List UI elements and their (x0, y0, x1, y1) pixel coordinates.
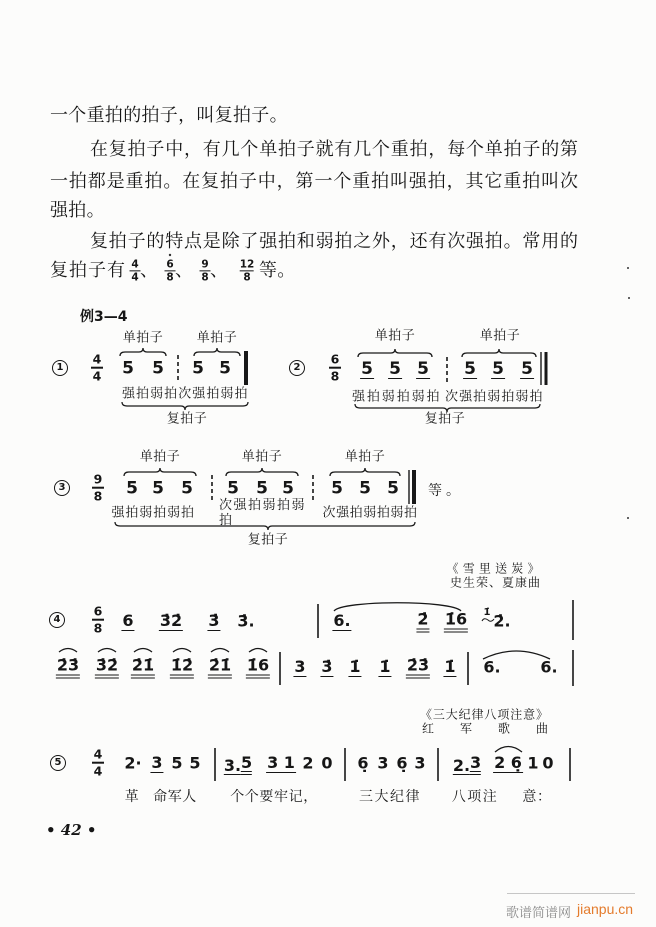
note: 1̇ (349, 657, 361, 676)
note: 2. (452, 756, 471, 775)
separator: 、 (175, 260, 194, 281)
separator: 、 (140, 260, 159, 281)
compound-meter-label: 复拍子 (247, 532, 289, 548)
song-title: 《三大纪律八项注意》 (420, 707, 548, 722)
note: 5 (192, 358, 204, 379)
beat-labels: 次强拍弱拍弱拍 (322, 505, 418, 521)
note: 1̇ (379, 657, 391, 676)
example-number-circle (52, 360, 68, 376)
top-brace (194, 348, 240, 356)
note: 3̇ (321, 657, 333, 676)
meter-numerator: 6 (330, 351, 340, 367)
time-signature (329, 351, 341, 384)
note: 5 (126, 478, 138, 499)
example-label: 例3—4 (80, 309, 128, 325)
beat-labels: 强拍弱拍次强拍弱拍 (122, 386, 248, 402)
note: 5 (389, 359, 401, 379)
time-signature (91, 351, 103, 384)
note: 5 (521, 359, 533, 379)
song-title: 《雪里送炭》 (446, 561, 540, 576)
note: 2̇3̇ (56, 658, 80, 679)
note: 2̇ (416, 612, 429, 633)
meter-numerator: 9 (93, 471, 103, 487)
scan-speck (627, 517, 629, 519)
note: 3 (470, 755, 481, 775)
note: 2 6̣ (494, 753, 522, 772)
line6-prefix: 复拍子有 (50, 260, 126, 281)
note: 2̇. (493, 611, 511, 631)
scan-speck (628, 297, 630, 299)
note: 6̣ (357, 753, 369, 773)
slur (173, 649, 191, 653)
top-brace (120, 348, 166, 356)
note: 5 (282, 478, 294, 499)
note: 5 (387, 478, 399, 499)
meter-denominator: 4 (93, 763, 103, 779)
lyric: 意： (522, 789, 552, 805)
slur (211, 649, 229, 653)
note: 5 (256, 478, 268, 499)
fraction-numerator: 4 (131, 258, 139, 271)
watermark-divider (507, 893, 635, 894)
compound-meter-label: 复拍子 (166, 411, 208, 427)
note: 5 (361, 359, 373, 379)
meter-fraction-4-4 (130, 259, 141, 282)
time-signature (92, 746, 104, 779)
lyric: 八项注 (451, 789, 499, 805)
example-number-circle (54, 480, 70, 496)
note: 3 (294, 657, 306, 676)
example-number: 4 (53, 614, 61, 625)
lyric: 个个要牢记， (230, 789, 318, 805)
fraction-denominator: 8 (243, 271, 251, 284)
note: 5 (359, 478, 371, 499)
fraction-denominator: 8 (166, 271, 174, 284)
note: 5 (241, 755, 252, 775)
meter-denominator: 4 (92, 368, 102, 384)
slur (495, 747, 522, 753)
note: 3. (223, 756, 242, 775)
slur (134, 649, 152, 653)
example-number-circle (289, 360, 305, 376)
example-number: 3 (58, 482, 66, 493)
note: 0 (321, 753, 333, 773)
separator: 、 (210, 260, 229, 281)
song-composer: 红军歌曲 (422, 721, 548, 736)
meter-denominator: 8 (93, 488, 103, 504)
note: 2· (124, 753, 142, 773)
meter-fraction-9-8 (200, 259, 211, 282)
single-meter-label: 单拍子 (196, 330, 238, 346)
note: 5 (189, 753, 201, 773)
note: 3 (377, 753, 389, 773)
single-meter-label: 单拍子 (374, 328, 416, 344)
fraction-numerator: 6 (166, 258, 174, 271)
note: 1̇2̇ (170, 658, 194, 679)
beat-labels: 强拍弱拍弱拍 (352, 389, 440, 405)
single-meter-label: 单拍子 (241, 449, 283, 465)
note: 3 (151, 753, 163, 772)
note: 3 1 (267, 753, 295, 772)
time-signature (92, 471, 104, 504)
single-meter-label: 单拍子 (139, 449, 181, 465)
note: 3̇. (237, 611, 255, 631)
note: 6. (333, 611, 351, 630)
watermark-site-name: 歌谱简谱网 (506, 906, 572, 921)
paragraph-line-5: 复拍子的特点是除了强拍和弱拍之外，还有次强拍。常用的 (90, 231, 578, 252)
note-group (453, 755, 481, 775)
note: 6. (483, 657, 501, 677)
meter-denominator: 8 (330, 368, 340, 384)
note: 1̇6 (444, 612, 468, 633)
note-group (224, 755, 252, 775)
line6-suffix: 等。 (259, 260, 296, 281)
note: 3̇ (208, 611, 220, 630)
note: 5 (227, 478, 239, 499)
top-brace (226, 468, 298, 476)
compound-meter-label: 复拍子 (424, 411, 466, 427)
lyric: 革 (124, 789, 140, 805)
song-composer: 史生荣、夏康曲 (450, 575, 540, 590)
note: 5 (464, 359, 476, 379)
note: 5 (219, 358, 231, 379)
note: 1̇6 (246, 658, 270, 679)
note: 5 (152, 478, 164, 499)
meter-numerator: 6 (93, 603, 103, 619)
page-number: • 42 • (46, 821, 97, 839)
paragraph-line-1: 一个重拍的拍子，叫复拍子。 (50, 105, 288, 126)
meter-denominator: 8 (93, 620, 103, 636)
single-meter-label: 单拍子 (344, 449, 386, 465)
fraction-denominator: 4 (131, 271, 139, 284)
note: 6 (122, 611, 134, 630)
note: 6. (540, 657, 558, 677)
example-number-circle (50, 755, 66, 771)
top-brace (462, 349, 536, 357)
beat-labels: 次强拍弱拍弱拍 (445, 389, 543, 405)
etc-suffix: 等。 (428, 483, 464, 499)
paragraph-line-2: 在复拍子中，有几个单拍子就有几个重拍，每个单拍子的第 (90, 139, 578, 160)
beat-labels: 强拍弱拍弱拍 (111, 505, 195, 521)
meter-fraction-6-8 (165, 259, 176, 282)
note: 5 (417, 359, 429, 379)
example-number-circle (49, 612, 65, 628)
note: 3̇2̇ (95, 658, 119, 679)
example-number: 2 (293, 362, 301, 373)
fraction-numerator: 9 (201, 258, 209, 271)
bottom-brace (122, 402, 248, 410)
fraction-numerator: 12 (239, 258, 255, 271)
time-signature (92, 603, 104, 636)
lyric: 三大纪律 (359, 789, 421, 805)
note: 1̇ (444, 657, 456, 676)
note: 5 (171, 753, 183, 773)
note: 2 (302, 753, 314, 773)
fraction-denominator: 8 (201, 271, 209, 284)
note: 2̇3̇ (406, 658, 430, 679)
scan-speck (169, 254, 171, 256)
note: 5 (492, 359, 504, 379)
top-brace (124, 468, 196, 476)
note: 0 (542, 753, 554, 773)
note: 5 (122, 358, 134, 379)
single-meter-label: 单拍子 (479, 328, 521, 344)
scan-speck (627, 267, 629, 269)
grace-note: 1̇ (483, 607, 491, 618)
beat-labels: 次强拍弱拍弱拍 (219, 498, 305, 528)
lyric: 命军人 (153, 789, 197, 805)
note: 3̇2̇ (159, 611, 183, 630)
note: 2̇1̇ (131, 658, 155, 679)
paragraph-line-4: 强拍。 (50, 200, 105, 221)
top-brace (330, 468, 400, 476)
paragraph-line-3: 一拍都是重拍。在复拍子中，第一个重拍叫强拍，其它重拍叫次 (50, 171, 578, 192)
slur (334, 603, 461, 611)
top-brace (358, 349, 432, 357)
example-number: 1 (56, 362, 64, 373)
note: 5 (331, 478, 343, 499)
note: 5 (152, 358, 164, 379)
note: 1 (527, 753, 539, 773)
slur (249, 649, 267, 653)
meter-numerator: 4 (93, 746, 103, 762)
single-meter-label: 单拍子 (122, 330, 164, 346)
slur (59, 649, 77, 653)
note: 6̣ (396, 753, 408, 773)
slur (98, 649, 116, 653)
note: 5 (181, 478, 193, 499)
meter-numerator: 4 (92, 351, 102, 367)
note: 2̇1̇ (208, 658, 232, 679)
watermark-domain: jianpu.cn (577, 901, 634, 917)
note: 3 (414, 753, 426, 773)
example-number: 5 (54, 757, 62, 768)
meter-fraction-12-8 (240, 259, 255, 282)
